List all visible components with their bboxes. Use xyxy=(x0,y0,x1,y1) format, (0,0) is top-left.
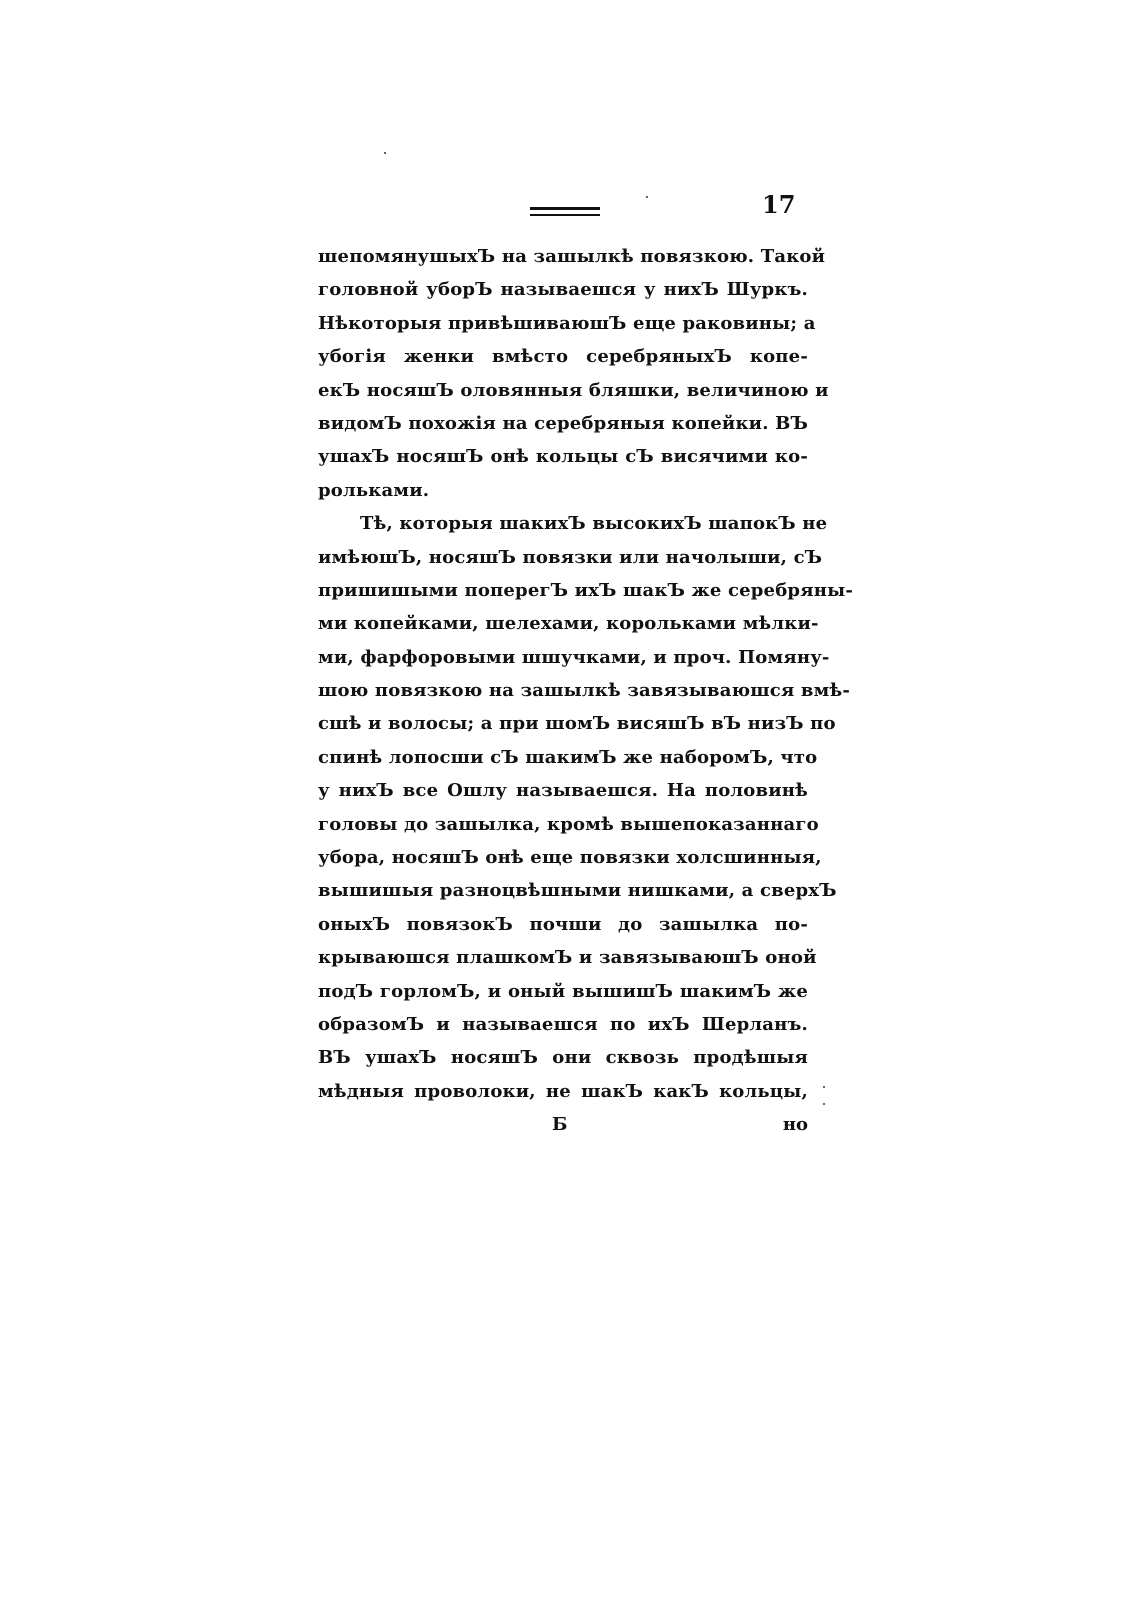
text-line: мѣдныя проволоки, не шакЪ какЪ кольцы, xyxy=(318,1080,808,1102)
text-line: оныхЪ повязокЪ почши до зашылка по- xyxy=(318,913,808,935)
scan-speck xyxy=(823,1086,825,1088)
text-line: пришишыми поперегЪ ихЪ шакЪ же серебряны- xyxy=(318,579,853,601)
text-line: у нихЪ все Ошлу называешся. На половинѣ xyxy=(318,780,808,802)
header-rule xyxy=(530,207,600,216)
text-line: образомЪ и называешся по ихЪ Шерланъ. xyxy=(318,1013,808,1035)
signature-mark: Б xyxy=(552,1114,568,1136)
text-line: видомЪ похожія на серебряныя копейки. ВЪ xyxy=(318,412,809,434)
text-line: екЪ носяшЪ оловянныя бляшки, величиною и xyxy=(318,379,829,401)
text-line: шепомянушыхЪ на зашылкѣ повязкою. Такой xyxy=(318,246,826,267)
page-footer xyxy=(318,1108,808,1141)
scan-speck xyxy=(384,152,386,154)
page-number: 17 xyxy=(762,190,796,219)
text-line: убора, носяшЪ онѣ еще повязки холсшинныя, xyxy=(318,847,822,869)
text-line: Нѣкоторыя привѣшиваюшЪ еще раковины; а xyxy=(318,312,816,334)
scan-speck xyxy=(823,1103,825,1105)
paragraph-start-line: Тѣ, которыя шакихЪ высокихЪ шапокЪ не xyxy=(360,513,828,535)
text-line: имѣюшЪ, носяшЪ повязки или начолыши, сЪ xyxy=(318,546,823,568)
text-line: подЪ горломЪ, и оный вышишЪ шакимЪ же xyxy=(318,980,808,1002)
catchword: но xyxy=(782,1114,808,1136)
text-line: вышишыя разноцвѣшными нишками, а сверхЪ xyxy=(318,880,837,902)
text-line: ми копейками, шелехами, корольками мѣлки- xyxy=(318,613,819,635)
text-line: рольками. xyxy=(318,479,430,501)
text-line: сшѣ и волосы; а при шомЪ висяшЪ вЪ низЪ по xyxy=(318,713,836,735)
text-line: убогія женки вмѣсто серебряныхЪ копе- xyxy=(318,346,808,368)
text-line: головы до зашылка, кромѣ вышепоказаннаго xyxy=(318,813,819,835)
scan-speck xyxy=(646,196,648,198)
text-line: спинѣ лопосши сЪ шакимЪ же наборомЪ, что xyxy=(318,746,818,768)
text-line: ми, фарфоровыми шшучками, и проч. Помяну- xyxy=(318,646,830,668)
body-text xyxy=(318,240,853,1141)
text-line: крываюшся плашкомЪ и завязываюшЪ оной xyxy=(318,947,817,969)
text-line: шою повязкою на зашылкѣ завязываюшся вмѣ- xyxy=(318,680,850,702)
text-line: ВЪ ушахЪ носяшЪ они сквозь продѣшыя xyxy=(318,1047,808,1069)
text-line: ушахЪ носяшЪ онѣ кольцы сЪ висячими ко- xyxy=(318,446,808,468)
text-line: головной уборЪ называешся у нихЪ Шуркъ. xyxy=(318,279,808,301)
